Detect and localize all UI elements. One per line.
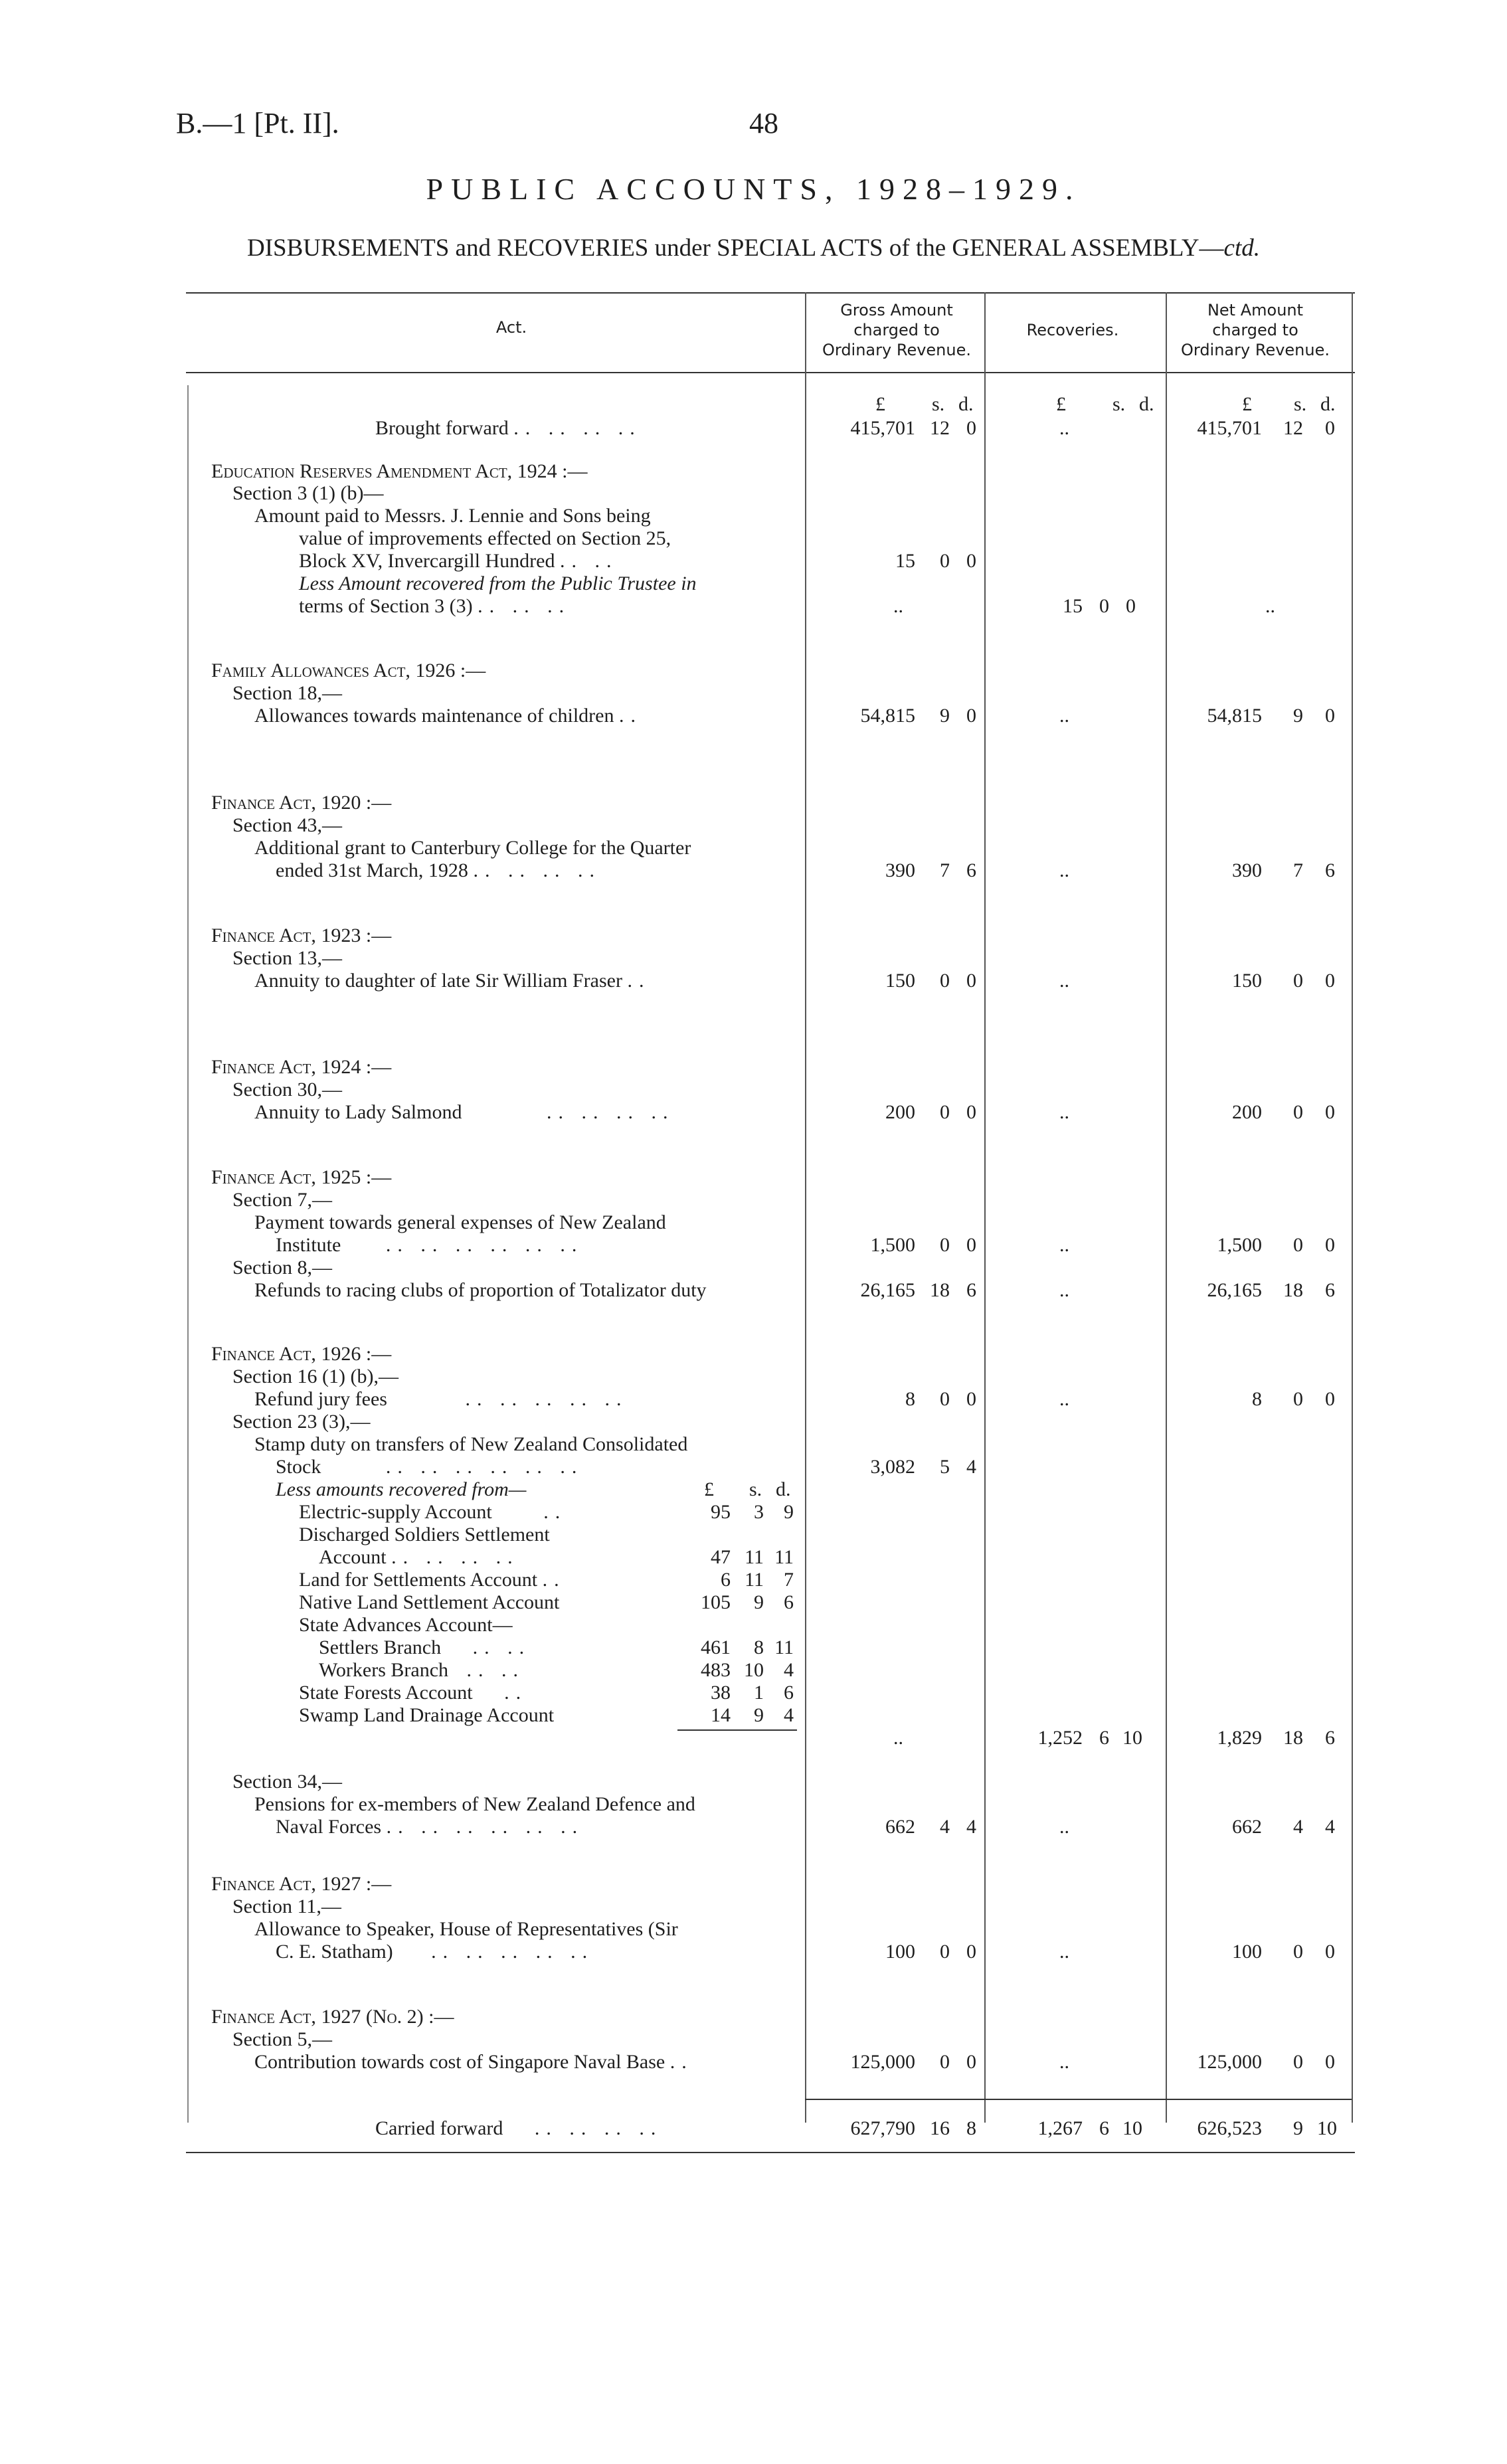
item-text: Amount paid to Messrs. J. Lennie and Sons being (254, 505, 651, 527)
unit-shillings: s. (932, 393, 945, 415)
sub-amount-shillings: 3 (754, 1501, 764, 1523)
sub-item-label: Swamp Land Drainage Account (299, 1704, 555, 1726)
amount-pence: 6 (1325, 1727, 1335, 1749)
report-reference: B.—1 [Pt. II]. (176, 107, 339, 139)
item-net: 100 (1232, 1941, 1262, 1963)
col-header-recoveries: Recoveries. (1026, 321, 1119, 339)
section-label: Section 8,— (232, 1257, 332, 1278)
item-gross: 390 (885, 859, 915, 881)
recoveries-empty: .. (1059, 1234, 1069, 1256)
amount-pence: 10 (1122, 2117, 1142, 2139)
recoveries-empty: .. (1059, 859, 1069, 881)
gross-empty: .. (893, 1727, 903, 1749)
sub-item-label: Account .. .. .. .. (319, 1546, 519, 1568)
item-gross: 200 (885, 1101, 915, 1123)
amount-pence: 4 (966, 1816, 976, 1838)
brought-forward-net: 415,701 (1197, 417, 1262, 439)
amount-pence: 0 (1325, 1941, 1335, 1963)
sub-amount-shillings: 11 (745, 1569, 764, 1591)
amount-shillings: 0 (1293, 1941, 1303, 1963)
amount-shillings: 18 (930, 1279, 950, 1301)
amount-pence: 0 (966, 1388, 976, 1410)
item-gross: 125,000 (850, 2051, 915, 2073)
item-gross: 1,500 (870, 1234, 915, 1256)
recoveries-empty: .. (1059, 1388, 1069, 1410)
recoveries-empty: .. (1059, 1816, 1069, 1838)
sub-amount-pounds: 483 (701, 1659, 731, 1681)
sub-amount-pence: 9 (784, 1501, 794, 1523)
amount-pence: 6 (1325, 859, 1335, 881)
recoveries-empty: .. (1059, 417, 1069, 439)
amount-pence: 0 (1325, 1388, 1335, 1410)
sub-amount-pounds: 105 (701, 1591, 731, 1613)
sub-amount-pounds: 47 (711, 1546, 731, 1568)
sub-item-label: Discharged Soldiers Settlement (299, 1524, 550, 1545)
section-label: Section 34,— (232, 1771, 342, 1793)
sub-amount-pounds: 95 (711, 1501, 731, 1523)
amount-pence: 10 (1317, 2117, 1337, 2139)
net-empty: .. (1265, 595, 1275, 617)
amount-pence: 0 (966, 1941, 976, 1963)
item-text: Annuity to Lady Salmond .. .. .. .. (254, 1101, 675, 1123)
unit-pounds: £ (1056, 393, 1066, 415)
amount-shillings: 18 (1283, 1727, 1303, 1749)
item-text: Allowance to Speaker, House of Representatives (Sir (254, 1918, 678, 1940)
item-text: Additional grant to Canterbury College for the Quarter (254, 837, 691, 859)
amount-shillings: 18 (1283, 1279, 1303, 1301)
amount-shillings: 0 (1099, 595, 1109, 617)
amount-shillings: 16 (930, 2117, 950, 2139)
act-heading: Family Allowances Act, 1926 :— (211, 660, 486, 681)
item-text: Institute .. .. .. .. .. .. (276, 1234, 584, 1256)
brought-forward-gross: 415,701 (850, 417, 915, 439)
amount-shillings: 9 (1293, 2117, 1303, 2139)
amount-shillings: 9 (1293, 705, 1303, 727)
unit-pounds: £ (704, 1478, 714, 1500)
sub-amount-pounds: 6 (721, 1569, 731, 1591)
act-heading: Finance Act, 1927 (No. 2) :— (211, 2006, 454, 2028)
act-heading: Finance Act, 1925 :— (211, 1166, 392, 1188)
col-header-gross: Gross Amount charged to Ordinary Revenue. (822, 301, 971, 359)
amount-shillings: 7 (940, 859, 950, 881)
item-text: Refund jury fees .. .. .. .. .. (254, 1388, 628, 1410)
section-label: Section 43,— (232, 814, 342, 836)
item-text: Stock .. .. .. .. .. .. (276, 1456, 584, 1478)
gross-empty: .. (893, 595, 903, 617)
amount-pence: 0 (966, 1234, 976, 1256)
sub-item-label: State Forests Account .. (299, 1682, 528, 1704)
item-net: 125,000 (1197, 2051, 1262, 2073)
item-net: 200 (1232, 1101, 1262, 1123)
act-heading: Finance Act, 1920 :— (211, 792, 392, 814)
item-net: 26,165 (1207, 1279, 1262, 1301)
section-label: Section 23 (3),— (232, 1411, 371, 1433)
amount-shillings: 0 (940, 2051, 950, 2073)
amount-pence: 0 (1325, 705, 1335, 727)
act-heading: Finance Act, 1924 :— (211, 1056, 392, 1078)
item-text: C. E. Statham) .. .. .. .. .. (276, 1941, 594, 1963)
subtotal-rule (677, 1729, 797, 1731)
column-divider-left (187, 385, 189, 2123)
sub-amount-pence: 6 (784, 1591, 794, 1613)
section-label: Section 16 (1) (b),— (232, 1365, 399, 1387)
amount-shillings: 6 (1099, 1727, 1109, 1749)
item-recoveries: 1,252 (1037, 1727, 1083, 1749)
item-text: Contribution towards cost of Singapore Naval Base .. (254, 2051, 693, 2073)
sub-amount-shillings: 9 (754, 1704, 764, 1726)
sub-item-label: Land for Settlements Account .. (299, 1569, 566, 1591)
unit-pence: d. (1320, 393, 1336, 415)
amount-pence: 0 (966, 970, 976, 992)
act-heading: Education Reserves Amendment Act, 1924 :— (211, 460, 588, 482)
item-gross: 150 (885, 970, 915, 992)
item-text: Pensions for ex-members of New Zealand Defence and (254, 1793, 695, 1815)
sub-amount-shillings: 10 (744, 1659, 764, 1681)
item-gross: 26,165 (860, 1279, 915, 1301)
item-text: Less Amount recovered from the Public Trustee in (299, 572, 697, 594)
section-label: Section 7,— (232, 1189, 332, 1211)
amount-pence: 6 (966, 859, 976, 881)
amount-shillings: 12 (1283, 417, 1303, 439)
amount-pence: 0 (966, 550, 976, 572)
item-net: 662 (1232, 1816, 1262, 1838)
column-divider-recoveries (984, 292, 986, 2123)
col-header-act: Act. (495, 318, 527, 337)
amount-shillings: 9 (940, 705, 950, 727)
amount-shillings: 0 (1293, 1234, 1303, 1256)
carried-forward-recoveries: 1,267 (1037, 2117, 1083, 2139)
item-net: 8 (1252, 1388, 1262, 1410)
item-text: value of improvements effected on Section 25, (299, 527, 671, 549)
amount-pence: 4 (966, 1456, 976, 1478)
unit-shillings: s. (749, 1478, 762, 1500)
amount-pence: 4 (1325, 1816, 1335, 1838)
amount-shillings: 0 (940, 1101, 950, 1123)
sub-item-label: Settlers Branch .. .. (319, 1636, 531, 1658)
amount-pence: 0 (1126, 595, 1136, 617)
header-top-rule (186, 292, 1355, 294)
amount-shillings: 0 (940, 1941, 950, 1963)
item-text: Naval Forces .. .. .. .. .. .. (276, 1816, 584, 1838)
unit-pence: d. (776, 1478, 791, 1500)
amount-shillings: 6 (1099, 2117, 1109, 2139)
sub-amount-pounds: 461 (701, 1636, 731, 1658)
sub-amount-shillings: 11 (745, 1546, 764, 1568)
amount-pence: 8 (966, 2117, 976, 2139)
amount-pence: 6 (966, 1279, 976, 1301)
column-divider-net (1166, 292, 1167, 2123)
item-net: 150 (1232, 970, 1262, 992)
item-text: Payment towards general expenses of New Zealand (254, 1211, 666, 1233)
recoveries-empty: .. (1059, 1941, 1069, 1963)
sub-amount-pence: 6 (784, 1682, 794, 1704)
section-label: Section 18,— (232, 682, 342, 704)
item-gross: 8 (905, 1388, 915, 1410)
amount-shillings: 0 (940, 1234, 950, 1256)
item-gross: 662 (885, 1816, 915, 1838)
total-top-rule (805, 2099, 1352, 2100)
act-heading: Finance Act, 1923 :— (211, 924, 392, 946)
amount-shillings: 0 (940, 970, 950, 992)
item-text: Stamp duty on transfers of New Zealand Consolidated (254, 1433, 688, 1455)
section-label: Section 30,— (232, 1079, 342, 1100)
item-net: 1,829 (1217, 1727, 1262, 1749)
item-text: ended 31st March, 1928 .. .. .. .. (276, 859, 601, 881)
amount-shillings: 4 (940, 1816, 950, 1838)
amount-shillings: 7 (1293, 859, 1303, 881)
item-gross: 100 (885, 1941, 915, 1963)
column-divider-gross (805, 292, 806, 2123)
sub-amount-pence: 11 (774, 1636, 794, 1658)
carried-forward-gross: 627,790 (850, 2117, 915, 2139)
recoveries-empty: .. (1059, 970, 1069, 992)
sub-item-label: State Advances Account— (299, 1614, 513, 1636)
recoveries-empty: .. (1059, 1101, 1069, 1123)
act-heading: Finance Act, 1927 :— (211, 1873, 392, 1895)
sub-amount-pence: 4 (784, 1704, 794, 1726)
amount-shillings: 12 (930, 417, 950, 439)
col-header-net: Net Amount charged to Ordinary Revenue. (1180, 301, 1330, 359)
item-text: terms of Section 3 (3) .. .. .. (299, 595, 571, 617)
amount-pence: 0 (966, 1101, 976, 1123)
amount-pence: 0 (1325, 1101, 1335, 1123)
amount-shillings: 0 (940, 1388, 950, 1410)
amount-shillings: 0 (1293, 2051, 1303, 2073)
sub-amount-shillings: 1 (754, 1682, 764, 1704)
section-label: Section 3 (1) (b)— (232, 482, 384, 504)
item-net: 54,815 (1207, 705, 1262, 727)
amount-pence: 0 (1325, 1234, 1335, 1256)
amount-pence: 0 (966, 417, 976, 439)
sub-amount-shillings: 9 (754, 1591, 764, 1613)
brought-forward-label: Brought forward .. .. .. .. (375, 417, 642, 439)
recoveries-empty: .. (1059, 705, 1069, 727)
item-text: Less amounts recovered from— (276, 1478, 527, 1500)
item-text: Block XV, Invercargill Hundred .. .. (299, 550, 618, 572)
section-label: Section 5,— (232, 2028, 332, 2050)
sub-item-label: Workers Branch .. .. (319, 1659, 525, 1681)
item-net: 390 (1232, 859, 1262, 881)
item-gross: 15 (895, 550, 915, 572)
sub-amount-pence: 7 (784, 1569, 794, 1591)
sub-item-label: Electric-supply Account .. (299, 1501, 567, 1523)
section-label: Section 13,— (232, 947, 342, 969)
amount-shillings: 5 (940, 1456, 950, 1478)
unit-shillings: s. (1294, 393, 1307, 415)
sub-item-label: Native Land Settlement Account (299, 1591, 560, 1613)
sub-amount-pounds: 38 (711, 1682, 731, 1704)
unit-pounds: £ (1242, 393, 1252, 415)
page-subtitle: DISBURSEMENTS and RECOVERIES under SPECIAL ACTS of the GENERAL ASSEMBLY—ctd. (247, 234, 1260, 262)
sub-amount-shillings: 8 (754, 1636, 764, 1658)
amount-pence: 0 (1325, 2051, 1335, 2073)
item-net: 1,500 (1217, 1234, 1262, 1256)
amount-pence: 10 (1122, 1727, 1142, 1749)
unit-shillings: s. (1112, 393, 1126, 415)
header-bottom-rule (186, 372, 1355, 373)
amount-shillings: 0 (1293, 1388, 1303, 1410)
column-divider-right (1352, 292, 1353, 2123)
item-text: Refunds to racing clubs of proportion of Totalizator duty (254, 1279, 707, 1301)
amount-pence: 0 (966, 2051, 976, 2073)
amount-pence: 6 (1325, 1279, 1335, 1301)
amount-pence: 0 (1325, 417, 1335, 439)
recoveries-empty: .. (1059, 1279, 1069, 1301)
amount-pence: 0 (1325, 970, 1335, 992)
recoveries-empty: .. (1059, 2051, 1069, 2073)
item-gross: 3,082 (870, 1456, 915, 1478)
unit-pence: d. (1139, 393, 1154, 415)
page-title: PUBLIC ACCOUNTS, 1928–1929. (426, 172, 1081, 206)
unit-pence: d. (958, 393, 974, 415)
unit-pounds: £ (875, 393, 885, 415)
carried-forward-net: 626,523 (1197, 2117, 1262, 2139)
amount-shillings: 0 (1293, 1101, 1303, 1123)
item-recoveries: 15 (1063, 595, 1083, 617)
item-text: Allowances towards maintenance of children .. (254, 705, 642, 727)
amount-shillings: 0 (1293, 970, 1303, 992)
section-label: Section 11,— (232, 1895, 341, 1917)
sub-amount-pounds: 14 (711, 1704, 731, 1726)
item-text: Annuity to daughter of late Sir William Fraser .. (254, 970, 651, 992)
item-gross: 54,815 (860, 705, 915, 727)
amount-shillings: 4 (1293, 1816, 1303, 1838)
sub-amount-pence: 4 (784, 1659, 794, 1681)
carried-forward-label: Carried forward .. .. .. .. (375, 2117, 663, 2139)
amount-shillings: 0 (940, 550, 950, 572)
page-number: 48 (749, 107, 778, 139)
sub-amount-pence: 11 (774, 1546, 794, 1568)
amount-pence: 0 (966, 705, 976, 727)
table-bottom-rule (186, 2152, 1355, 2153)
act-heading: Finance Act, 1926 :— (211, 1343, 392, 1365)
